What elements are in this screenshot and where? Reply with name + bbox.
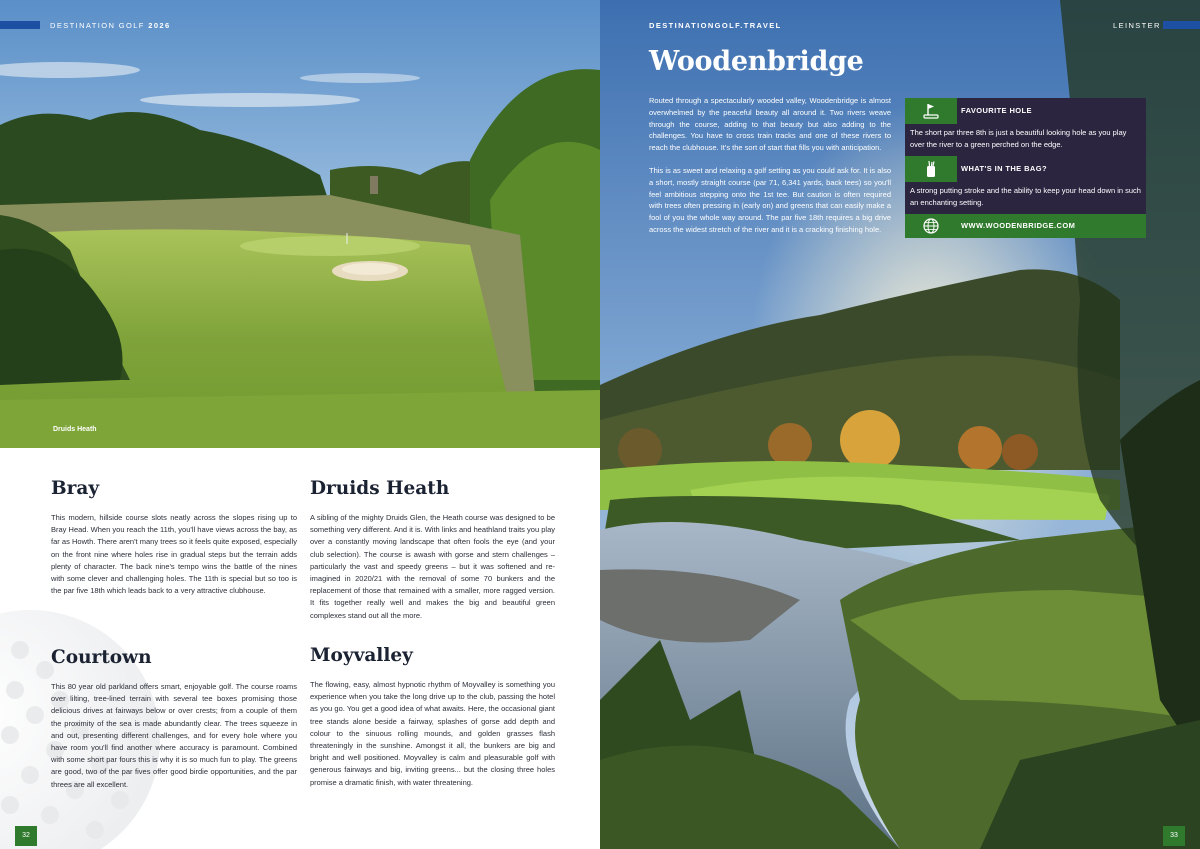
photo-caption: Druids Heath <box>53 426 97 433</box>
section-title-courtown: Courtown <box>51 647 152 668</box>
page-number-right: 33 <box>1163 826 1185 846</box>
header-accent-bar <box>0 21 40 29</box>
section-title-moyvalley: Moyvalley <box>310 645 413 666</box>
globe-icon <box>905 214 957 238</box>
section-body-moyvalley: The flowing, easy, almost hypnotic rhythm of Moyvalley is something you experience when you take the long drive up to the club, passing the hotel as you go. You get a good idea of what awaits. Here, the occasional giant tree stands alone beside a fairway, splashes of gorse add depth and colour to the sinuous rolling mounds, and golden grasses flash threateningly in the sunshine. Amongst it all, the bunkers are big and bright and well positioned. Moyvalley is calm and pleasurable golf with generous fairways and big, inviting greens... but the closing three holes promise a dramatic finish, with water threatening. <box>310 680 555 787</box>
right-page <box>600 0 1200 849</box>
course-title: Woodenbridge <box>649 46 864 77</box>
favourite-hole-label: FAVOURITE HOLE <box>957 98 1146 124</box>
header-prefix: DESTINATION GOLF <box>50 21 145 30</box>
course-description <box>649 95 891 247</box>
magazine-header <box>50 21 171 30</box>
favourite-hole-header <box>905 98 1146 124</box>
course-paragraph-2: This is as sweet and relaxing a golf setting as you could ask for. It is also a short, mostly straight course (par 71, 6,341 yards, back tees) so you'll feel ambitious stepping onto the 1st tee. But caution is often required with trees often pressing in (early on) and greens that can easily make a fool of you the whole way around. The par five 18th requires a big drive across the widest stretch of the river and it is a cracking finishing hole. <box>649 165 891 234</box>
website-url[interactable]: WWW.WOODENBRIDGE.COM <box>957 214 1146 238</box>
section-body-courtown: This 80 year old parkland offers smart, enjoyable golf. The course roams over lilting, tree-lined terrain with several tee boxes promising those delicious drives at fairways below or over crests; from a couple of them the proximity of the sea is made abundantly clear. The trees squeeze in and out, presenting different challenges, and for every hole where you have room you'll find another where accuracy is paramount. Combined with some short par fours this is why it is so much fun to play. The greens are good, two of the par fives offer good birdie opportunities, and the par threes are all excellent. <box>51 682 297 789</box>
golf-bag-icon <box>905 156 957 182</box>
section-body-druids-heath: A sibling of the mighty Druids Glen, the Heath course was designed to be something very different. And it is. With links and heathland traits you play over a constantly moving landscape that often fools the eye (and your club selection). The course is awash with gorse and stern challenges – particularly the vast and speedy greens – but it was softened and re-imagined in 2020/21 with the removal of some 70 bunkers and the replacement of those that remained with a smaller, more ragged version. It fits together really well and makes the big and beautiful green complexes stand out all the more. <box>310 513 555 620</box>
course-paragraph-1: Routed through a spectacularly wooded valley, Woodenbridge is almost overwhelmed by the peaceful beauty all around it. Two rivers weave through the course, adding to that beauty but also adding to the challenges. You have to cross train tracks and one of these rivers to reach the clubhouse. It's the sort of start that fills you with anticipation. <box>649 96 891 153</box>
header-accent-bar-right <box>1163 21 1200 29</box>
bag-label: WHAT'S IN THE BAG? <box>957 156 1146 182</box>
favourite-hole-text: The short par three 8th is just a beautiful looking hole as you play over the river to a green perched on the edge. <box>905 124 1146 156</box>
info-panel <box>905 98 1146 238</box>
section-body-bray: This modern, hillside course slots neatly across the slopes rising up to Bray Head. When you reach the 11th, you'll have views across the bay, as far as Howth. There aren't many trees so it feels quite exposed, especially on the front nine where holes rise in gradual steps but the terrain adds plenty of character. The back nine's tempo wins the battle of the nines with some clever and challenging holes. The 11th is special but so too is the par five 18th which leads back to a very attractive clubhouse. <box>51 513 297 596</box>
site-header: DESTINATIONGOLF.TRAVEL <box>649 21 782 30</box>
website-link[interactable] <box>905 214 1146 238</box>
section-title-druids-heath: Druids Heath <box>310 478 450 499</box>
section-title-bray: Bray <box>51 478 100 499</box>
flag-icon <box>905 98 957 124</box>
bag-header <box>905 156 1146 182</box>
bag-text: A strong putting stroke and the ability to keep your head down in such an enchanting setting. <box>905 182 1146 214</box>
region-header: LEINSTER <box>1113 21 1161 30</box>
header-year: 2026 <box>148 21 171 30</box>
page-number-left: 32 <box>15 826 37 846</box>
druids-heath-photo <box>0 0 600 448</box>
